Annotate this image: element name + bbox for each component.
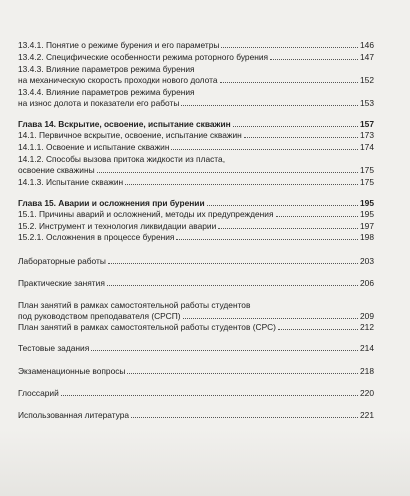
toc-entry-title: Использованная литература: [18, 410, 130, 420]
dot-leader: [276, 216, 359, 217]
toc-entry-13-4-3-line1: 13.4.3. Влияние параметров режима бурения: [18, 64, 195, 74]
toc-entry-literature: [18, 410, 374, 420]
toc-entry-title: 13.4.1. Понятие о режиме бурения и его параметры: [18, 40, 220, 50]
dot-leader: [61, 395, 358, 396]
toc-entry-title: План занятий в рамках самостоятельной работы студентов (СРС): [18, 322, 276, 332]
dot-leader: [220, 82, 358, 83]
toc-entry-15-1: [18, 209, 374, 219]
toc-entry-practical: [18, 278, 374, 288]
dot-leader: [97, 172, 358, 173]
toc-page-number: 146: [360, 40, 374, 50]
toc-entry-title: Лабораторные работы: [18, 256, 106, 266]
toc-page-number: 198: [360, 232, 374, 242]
dot-leader: [207, 205, 358, 206]
toc-page-number: 153: [360, 98, 374, 108]
toc-page-number: 175: [360, 177, 374, 187]
toc-entry-title: Экзаменационные вопросы: [18, 366, 126, 376]
toc-entry-title: на износ долота и показатели его работы: [18, 98, 180, 108]
toc-entry-title: на механическую скорость проходки нового долота: [18, 75, 218, 85]
toc-page-number: 214: [360, 343, 374, 353]
dot-leader: [131, 417, 358, 418]
toc-entry-srsp-line1: План занятий в рамках самостоятельной работы студентов: [18, 300, 251, 310]
toc-entry-13-4-1: [18, 40, 374, 50]
toc-entry-title: освоение скважины: [18, 165, 95, 175]
toc-entry-tests: [18, 343, 374, 353]
dot-leader: [107, 285, 358, 286]
toc-entry-14-1-2: [18, 165, 374, 175]
toc-entry-glossary: [18, 388, 374, 398]
toc-entry-title: Глоссарий: [18, 388, 59, 398]
toc-entry-13-4-3: [18, 75, 374, 85]
dot-leader: [221, 47, 358, 48]
dot-leader: [233, 126, 358, 127]
toc-entry-15-2-1: [18, 232, 374, 242]
toc-entry-title: под руководством преподавателя (СРСП): [18, 311, 181, 321]
toc-page-number: 221: [360, 410, 374, 420]
toc-chapter-15: [18, 198, 374, 208]
toc-page-number: 203: [360, 256, 374, 266]
dot-leader: [176, 239, 358, 240]
toc-entry-14-1: [18, 130, 374, 140]
toc-entry-title: 14.1.3. Испытание скважин: [18, 177, 124, 187]
toc-entry-title: 14.1. Первичное вскрытие, освоение, испытание скважин: [18, 130, 242, 140]
dot-leader: [108, 263, 358, 264]
toc-entry-title: Практические занятия: [18, 278, 105, 288]
toc-page-number: 220: [360, 388, 374, 398]
toc-page-number: 152: [360, 75, 374, 85]
toc-entry-14-1-3: [18, 177, 374, 187]
toc-entry-title: 14.1.1. Освоение и испытание скважин: [18, 142, 170, 152]
toc-page-number: 212: [360, 322, 374, 332]
page-bottom-shading: [0, 430, 410, 496]
dot-leader: [218, 228, 358, 229]
toc-chapter-title: Глава 14. Вскрытие, освоение, испытание скважин: [18, 119, 231, 129]
toc-entry-13-4-4-line1: 13.4.4. Влияние параметров режима бурения: [18, 87, 195, 97]
dot-leader: [125, 184, 358, 185]
dot-leader: [183, 318, 359, 319]
toc-entry-title: 15.2.1. Осложнения в процессе бурения: [18, 232, 175, 242]
toc-page-number: 175: [360, 165, 374, 175]
toc-page-number: 206: [360, 278, 374, 288]
toc-page-number: 147: [360, 52, 374, 62]
toc-entry-13-4-2: [18, 52, 374, 62]
toc-entry-15-2: [18, 221, 374, 231]
toc-chapter-title: Глава 15. Аварии и осложнения при бурении: [18, 198, 205, 208]
toc-entry-14-1-1: [18, 142, 374, 152]
dot-leader: [91, 350, 358, 351]
dot-leader: [244, 137, 358, 138]
toc-chapter-14: [18, 119, 374, 129]
dot-leader: [270, 59, 358, 60]
toc-entry-title: Тестовые задания: [18, 343, 90, 353]
toc-entry-13-4-4: [18, 98, 374, 108]
toc-page-number: 157: [360, 119, 374, 129]
dot-leader: [171, 149, 358, 150]
toc-entry-title: 13.4.2. Специфические особенности режима роторного бурения: [18, 52, 269, 62]
toc-page-number: 195: [360, 198, 374, 208]
toc-entry-srs: [18, 322, 374, 332]
dot-leader: [278, 329, 358, 330]
toc-entry-title: 15.2. Инструмент и технология ликвидации аварии: [18, 221, 217, 231]
toc-page-number: 173: [360, 130, 374, 140]
toc-page-number: 174: [360, 142, 374, 152]
toc-page-number: 218: [360, 366, 374, 376]
toc-entry-exam: [18, 366, 374, 376]
dot-leader: [127, 373, 358, 374]
toc-page-number: 197: [360, 221, 374, 231]
dot-leader: [181, 105, 358, 106]
toc-page-number: 195: [360, 209, 374, 219]
toc-entry-srsp: [18, 311, 374, 321]
toc-entry-lab-works: [18, 256, 374, 266]
toc-page-number: 209: [360, 311, 374, 321]
toc-entry-title: 15.1. Причины аварий и осложнений, методы их предупреждения: [18, 209, 274, 219]
toc-entry-14-1-2-line1: 14.1.2. Способы вызова притока жидкости из пласта,: [18, 154, 226, 164]
